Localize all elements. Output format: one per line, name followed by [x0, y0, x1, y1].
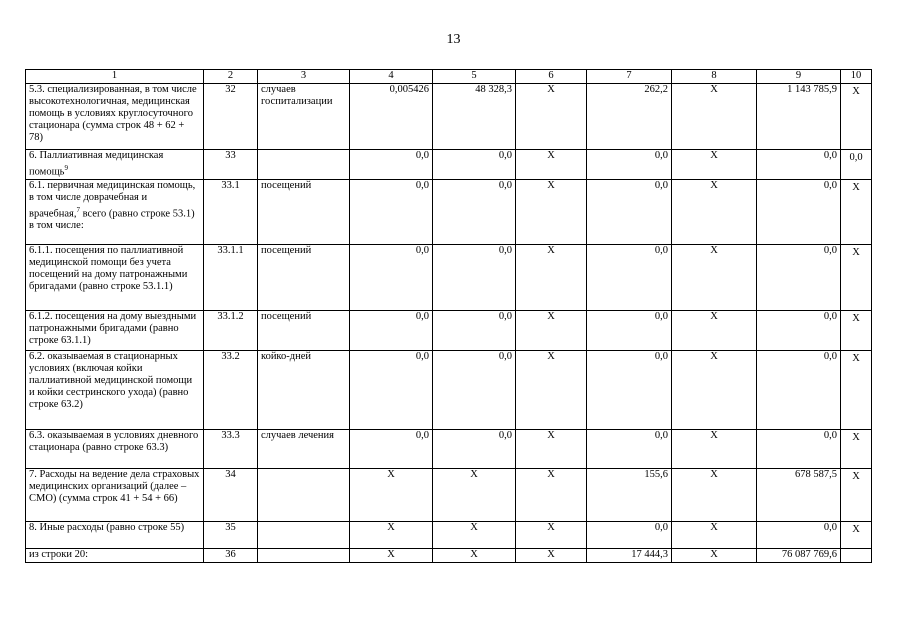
row-code-cell: 33.3: [204, 429, 258, 468]
col9-cell: 0,0: [757, 179, 841, 244]
col7-cell: 0,0: [587, 521, 672, 548]
col10-cell: [841, 84, 872, 150]
col6-cell: X: [516, 548, 587, 562]
col7-cell: 0,0: [587, 244, 672, 310]
table-row: [26, 244, 872, 310]
row-name-text: 6.1. первичная медицинская помощь, в том числе доврачебная и врачебная,: [29, 179, 196, 219]
row-name-cell: 8. Иные расходы (равно строке 55): [26, 521, 204, 548]
col6-cell: X: [516, 310, 587, 350]
col8-cell: X: [672, 429, 757, 468]
header-cell: 5: [433, 70, 516, 84]
col10-cell: [841, 429, 872, 468]
table-row: [26, 150, 872, 180]
col10-cell: [841, 548, 872, 562]
row-name-text-cont: всего (равно строке 53.1) в том числе:: [29, 208, 195, 231]
col6-cell: X: [516, 429, 587, 468]
table-row: [26, 521, 872, 548]
header-cell: 7: [587, 70, 672, 84]
col7-cell: 155,6: [587, 468, 672, 521]
col5-cell: X: [433, 468, 516, 521]
col7-cell: 17 444,3: [587, 548, 672, 562]
table-row: [26, 468, 872, 521]
row-code-cell: 36: [204, 548, 258, 562]
col4-cell: X: [350, 521, 433, 548]
col6-cell: X: [516, 150, 587, 180]
row-unit-cell: [258, 548, 350, 562]
header-cell: 1: [26, 70, 204, 84]
col7-cell: 0,0: [587, 429, 672, 468]
row-unit-cell: посещений: [258, 179, 350, 244]
col10-value: X: [852, 181, 860, 193]
row-unit-cell: посещений: [258, 310, 350, 350]
row-unit-cell: койко-дней: [258, 350, 350, 429]
col7-cell: 0,0: [587, 150, 672, 180]
col8-cell: X: [672, 244, 757, 310]
col8-cell: X: [672, 310, 757, 350]
row-name-cell: 6.2. оказываемая в стационарных условиях (включая койки паллиативной медицинской помощи и койки сестринского ухода) (равно строке 63.2): [26, 350, 204, 429]
col10-value: X: [852, 352, 860, 364]
row-code-cell: 32: [204, 84, 258, 150]
col10-cell: [841, 150, 872, 180]
row-name-cell: 7. Расходы на ведение дела страховых медицинских организаций (далее – СМО) (сумма строк 41 + 54 + 66): [26, 468, 204, 521]
row-code-cell: 33.2: [204, 350, 258, 429]
col5-cell: 0,0: [433, 350, 516, 429]
table-row: [26, 548, 872, 562]
col9-cell: 0,0: [757, 150, 841, 180]
col10-value: X: [852, 523, 860, 535]
col9-cell: 76 087 769,6: [757, 548, 841, 562]
table-row: [26, 350, 872, 429]
col10-cell: [841, 521, 872, 548]
row-name-text: 6. Паллиативная медицинская помощь: [29, 150, 164, 178]
col9-cell: 0,0: [757, 244, 841, 310]
row-name-cell: 6.1.1. посещения по паллиативной медицинской помощи без учета посещений на дому патронажными бригадами (равно строке 53.1.1): [26, 244, 204, 310]
col6-cell: X: [516, 521, 587, 548]
col10-cell: [841, 244, 872, 310]
col4-cell: 0,0: [350, 179, 433, 244]
col7-cell: 262,2: [587, 84, 672, 150]
col9-cell: 0,0: [757, 429, 841, 468]
col6-cell: X: [516, 179, 587, 244]
row-name-cell: [26, 150, 204, 180]
row-unit-cell: случаев госпитализации: [258, 84, 350, 150]
col4-cell: X: [350, 548, 433, 562]
col9-cell: 0,0: [757, 350, 841, 429]
col8-cell: X: [672, 521, 757, 548]
col6-cell: X: [516, 244, 587, 310]
row-unit-cell: [258, 521, 350, 548]
header-row: [26, 70, 872, 84]
col4-cell: 0,0: [350, 310, 433, 350]
col9-cell: 678 587,5: [757, 468, 841, 521]
row-unit-cell: [258, 468, 350, 521]
col10-value: 0,0: [849, 152, 863, 163]
col10-value: X: [852, 470, 860, 482]
col10-value: X: [852, 431, 860, 443]
header-cell: 2: [204, 70, 258, 84]
table-row: [26, 429, 872, 468]
col8-cell: X: [672, 179, 757, 244]
row-code-cell: 34: [204, 468, 258, 521]
header-cell: 6: [516, 70, 587, 84]
row-code-cell: 33.1: [204, 179, 258, 244]
row-code-cell: 33.1.2: [204, 310, 258, 350]
row-unit-cell: случаев лечения: [258, 429, 350, 468]
col6-cell: X: [516, 84, 587, 150]
row-code-cell: 35: [204, 521, 258, 548]
col10-cell: [841, 350, 872, 429]
row-unit-cell: [258, 150, 350, 180]
col4-cell: 0,005426: [350, 84, 433, 150]
col10-value: X: [852, 86, 860, 97]
col10-cell: [841, 468, 872, 521]
footnote-mark: 9: [64, 164, 68, 172]
col9-cell: 0,0: [757, 310, 841, 350]
col5-cell: X: [433, 521, 516, 548]
row-code-cell: 33.1.1: [204, 244, 258, 310]
col6-cell: X: [516, 350, 587, 429]
col5-cell: 48 328,3: [433, 84, 516, 150]
row-name-cell: 6.1.2. посещения на дому выездными патронажными бригадами (равно строке 63.1.1): [26, 310, 204, 350]
table-row: [26, 179, 872, 244]
col6-cell: X: [516, 468, 587, 521]
col8-cell: X: [672, 350, 757, 429]
table-row: [26, 310, 872, 350]
row-unit-cell: посещений: [258, 244, 350, 310]
col5-cell: 0,0: [433, 179, 516, 244]
header-cell: 9: [757, 70, 841, 84]
row-name-cell: [26, 179, 204, 244]
header-cell: 10: [841, 70, 872, 84]
col5-cell: 0,0: [433, 310, 516, 350]
col7-cell: 0,0: [587, 310, 672, 350]
col4-cell: X: [350, 468, 433, 521]
col4-cell: 0,0: [350, 244, 433, 310]
data-table: [25, 69, 872, 563]
col9-cell: 1 143 785,9: [757, 84, 841, 150]
row-name-cell: из строки 20:: [26, 548, 204, 562]
col4-cell: 0,0: [350, 429, 433, 468]
col10-cell: [841, 179, 872, 244]
col10-value: X: [852, 312, 860, 324]
col10-value: X: [852, 246, 860, 258]
col7-cell: 0,0: [587, 350, 672, 429]
page-number: 13: [446, 32, 461, 47]
footnote-mark: 7: [76, 205, 80, 214]
header-cell: 3: [258, 70, 350, 84]
col10-cell: [841, 310, 872, 350]
row-code-cell: 33: [204, 150, 258, 180]
table-row: [26, 84, 872, 150]
col7-cell: 0,0: [587, 179, 672, 244]
col8-cell: X: [672, 150, 757, 180]
col8-cell: X: [672, 84, 757, 150]
col5-cell: 0,0: [433, 244, 516, 310]
col8-cell: X: [672, 468, 757, 521]
col4-cell: 0,0: [350, 350, 433, 429]
row-name-cell: 5.3. специализированная, в том числе высокотехнологичная, медицинская помощь в условиях круглосуточного стационара (сумма строк 48 + 62 + 78): [26, 84, 204, 150]
header-cell: 4: [350, 70, 433, 84]
col9-cell: 0,0: [757, 521, 841, 548]
col4-cell: 0,0: [350, 150, 433, 180]
col8-cell: X: [672, 548, 757, 562]
header-cell: 8: [672, 70, 757, 84]
col5-cell: X: [433, 548, 516, 562]
col5-cell: 0,0: [433, 429, 516, 468]
col5-cell: 0,0: [433, 150, 516, 180]
row-name-cell: 6.3. оказываемая в условиях дневного стационара (равно строке 63.3): [26, 429, 204, 468]
